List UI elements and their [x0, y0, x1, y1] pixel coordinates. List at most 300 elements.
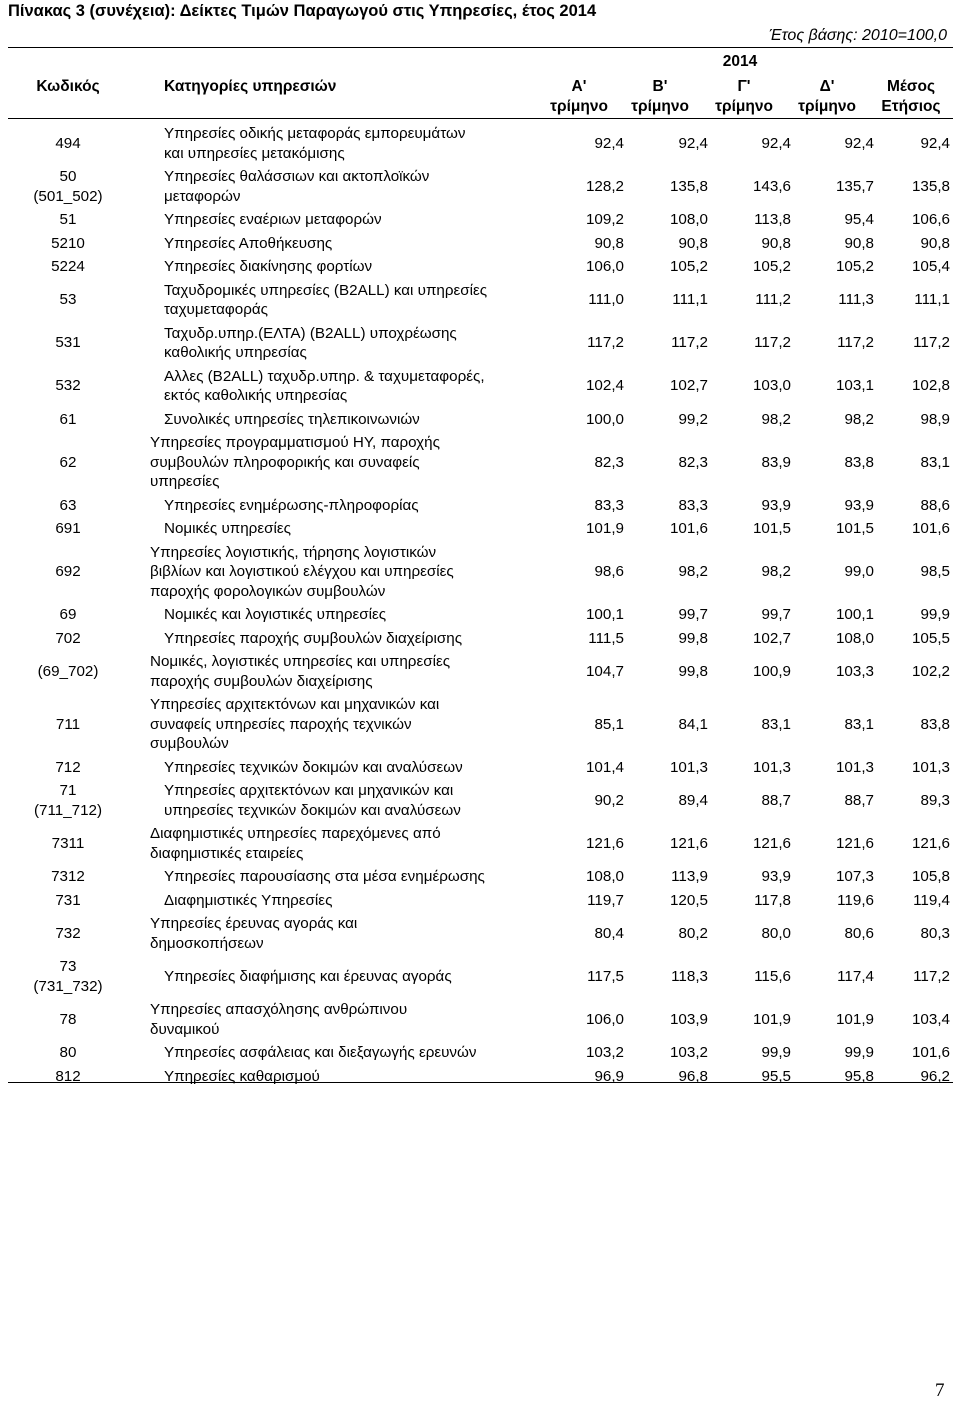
row-code-line: 494 — [55, 134, 81, 152]
bottom-rule — [8, 1082, 953, 1083]
annual-average-value: 117,2 — [913, 334, 950, 352]
row-category — [164, 255, 548, 279]
table-row — [0, 1041, 960, 1065]
row-category-line: Υπηρεσίες απασχόλησης ανθρώπινου — [150, 1001, 408, 1018]
q3-value: 117,2 — [754, 334, 791, 352]
row-code — [8, 1041, 128, 1065]
row-category-line: Υπηρεσίες θαλάσσιων και ακτοπλοϊκών — [164, 168, 430, 185]
row-category — [164, 279, 548, 322]
row-code-line: 7311 — [51, 834, 85, 852]
row-category-line: παροχής φορολογικών συμβουλών — [150, 582, 386, 600]
row-category — [164, 756, 548, 780]
q3-value: 93,9 — [761, 868, 791, 885]
row-code — [8, 408, 128, 432]
annual-average-value: 83,8 — [920, 715, 950, 733]
q2-value: 99,8 — [678, 662, 708, 680]
q1-value: 106,0 — [585, 258, 624, 275]
q2-value: 99,8 — [678, 629, 708, 647]
annual-average-value: 101,6 — [911, 520, 950, 537]
header-q1-line1: Α' — [571, 78, 587, 95]
q1-value: 85,1 — [594, 715, 624, 733]
row-code-line: 78 — [59, 1010, 77, 1028]
row-category — [164, 889, 548, 913]
annual-average-value: 98,5 — [920, 563, 950, 580]
row-category-line: Υπηρεσίες αρχιτεκτόνων και μηχανικών και — [164, 782, 454, 799]
row-category-line: Υπηρεσίες έρευνας αγοράς και — [150, 915, 358, 932]
row-code — [8, 541, 128, 604]
q1-value: 100,0 — [585, 410, 624, 428]
row-code — [8, 165, 128, 208]
header-q2 — [617, 77, 703, 117]
q1-value: 90,2 — [594, 791, 624, 809]
q2-value: 117,2 — [671, 334, 708, 352]
q3-value: 102,7 — [752, 629, 791, 647]
q3-value: 95,5 — [761, 1067, 791, 1085]
q2-value: 84,1 — [678, 715, 708, 733]
row-code — [8, 1065, 128, 1089]
table-row — [0, 431, 960, 494]
row-code-line: 732 — [55, 924, 81, 942]
q3-value: 103,0 — [752, 377, 791, 395]
row-code — [8, 322, 128, 365]
q1-value: 103,2 — [585, 1044, 624, 1061]
row-category — [164, 955, 548, 998]
row-category-line: Υπηρεσίες ενημέρωσης-πληροφορίας — [164, 496, 419, 514]
table-row — [0, 912, 960, 955]
q1-value: 119,7 — [587, 891, 624, 909]
q1-value: 104,7 — [585, 662, 624, 680]
q4-value: 103,3 — [835, 662, 874, 680]
table-row — [0, 494, 960, 518]
q3-value: 115,6 — [754, 967, 791, 985]
q3-value: 100,9 — [752, 662, 791, 680]
row-category — [150, 998, 534, 1041]
q4-value: 99,9 — [844, 1044, 874, 1061]
row-category-line: υπηρεσίες — [150, 473, 220, 490]
row-code-line: 812 — [55, 1067, 81, 1085]
row-category-line: μεταφορών — [164, 187, 241, 205]
q2-value: 101,3 — [669, 758, 708, 776]
row-category-line: υπηρεσίες τεχνικών δοκιμών και αναλύσεων — [164, 801, 461, 819]
q3-value: 101,3 — [752, 758, 791, 776]
row-code — [8, 255, 128, 279]
row-category-line: Υπηρεσίες διακίνησης φορτίων — [164, 258, 373, 275]
q4-value: 100,1 — [835, 606, 874, 623]
q4-value: 135,7 — [835, 177, 874, 195]
row-code — [8, 627, 128, 651]
row-category — [164, 408, 548, 432]
row-code-line: 62 — [59, 453, 77, 471]
annual-average-value: 121,6 — [911, 834, 950, 852]
q1-value: 100,1 — [585, 606, 624, 623]
annual-average-value: 102,2 — [911, 662, 950, 680]
q3-value: 80,0 — [761, 924, 791, 942]
row-code-line: 5210 — [51, 234, 85, 252]
annual-average-value: 103,4 — [911, 1010, 950, 1028]
annual-average-value: 89,3 — [920, 791, 950, 809]
row-category-line: Υπηρεσίες παρουσίασης στα μέσα ενημέρωσης — [164, 868, 485, 885]
header-q2-line1: Β' — [652, 78, 668, 95]
row-category — [164, 627, 548, 651]
q4-value: 83,8 — [844, 453, 874, 471]
row-code-line: 692 — [55, 563, 81, 580]
row-code-line: 5224 — [51, 258, 85, 275]
row-category-line: Υπηρεσίες τεχνικών δοκιμών και αναλύσεων — [164, 758, 463, 776]
row-code-line: 69 — [59, 606, 77, 623]
table-row — [0, 627, 960, 651]
row-category-line: Αλλες (B2ALL) ταχυδρ.υπηρ. & ταχυμεταφορές, — [164, 367, 485, 385]
annual-average-value: 135,8 — [911, 177, 950, 195]
row-code — [8, 517, 128, 541]
q4-value: 111,3 — [838, 291, 874, 309]
row-code — [8, 822, 128, 865]
row-category-line: Διαφημιστικές υπηρεσίες παρεχόμενες από — [150, 825, 441, 842]
q2-value: 101,6 — [669, 520, 708, 537]
q2-value: 105,2 — [669, 258, 708, 275]
q1-value: 80,4 — [594, 924, 624, 942]
row-code — [8, 779, 128, 822]
row-category-line: και υπηρεσίες μετακόμισης — [164, 144, 345, 162]
row-category — [164, 779, 548, 822]
row-category-line: Υπηρεσίες οδικής μεταφοράς εμπορευμάτων — [164, 125, 466, 142]
q3-value: 90,8 — [761, 234, 791, 252]
q4-value: 92,4 — [844, 134, 874, 152]
row-category-line: Νομικές υπηρεσίες — [164, 520, 291, 537]
row-category-line: Υπηρεσίες αρχιτεκτόνων και μηχανικών και — [150, 696, 440, 713]
q4-value: 101,5 — [835, 520, 874, 537]
header-q2-line2: τρίμηνο — [631, 98, 689, 115]
page-title: Πίνακας 3 (συνέχεια): Δείκτες Τιμών Παραγωγού στις Υπηρεσίες, έτος 2014 — [8, 2, 597, 20]
q1-value: 111,0 — [588, 291, 624, 309]
row-code-line: 80 — [59, 1044, 77, 1061]
q1-value: 96,9 — [594, 1067, 624, 1085]
q4-value: 88,7 — [844, 791, 874, 809]
q1-value: 128,2 — [585, 177, 624, 195]
q4-value: 93,9 — [844, 496, 874, 514]
q4-value: 117,4 — [837, 967, 874, 985]
row-category-line: συμβουλών — [150, 735, 229, 752]
q4-value: 121,6 — [835, 834, 874, 852]
annual-average-value: 101,3 — [911, 758, 950, 776]
q1-value: 98,6 — [594, 563, 624, 580]
row-code — [8, 998, 128, 1041]
row-category-line: Ταχυδρομικές υπηρεσίες (B2ALL) και υπηρεσίες — [164, 281, 488, 299]
row-code — [8, 208, 128, 232]
q1-value: 117,5 — [587, 967, 624, 985]
row-code — [8, 756, 128, 780]
q3-value: 101,9 — [752, 1010, 791, 1028]
row-category-line: δημοσκοπήσεων — [150, 934, 264, 952]
table-row — [0, 998, 960, 1041]
q3-value: 117,8 — [754, 891, 791, 909]
header-q1-line2: τρίμηνο — [550, 98, 608, 115]
table-row — [0, 322, 960, 365]
q2-value: 103,9 — [669, 1010, 708, 1028]
q3-value: 83,9 — [761, 453, 791, 471]
row-code-line: 61 — [59, 410, 77, 428]
q2-value: 118,3 — [671, 967, 708, 985]
q2-value: 92,4 — [678, 134, 708, 152]
table-row — [0, 408, 960, 432]
row-code-line: 73 — [59, 958, 77, 975]
q3-value: 88,7 — [761, 791, 791, 809]
q3-value: 93,9 — [761, 496, 791, 514]
q1-value: 82,3 — [594, 453, 624, 471]
annual-average-value: 83,1 — [920, 453, 950, 471]
row-category-line: Διαφημιστικές Υπηρεσίες — [164, 891, 333, 909]
row-category — [164, 517, 548, 541]
row-code — [8, 122, 128, 165]
q2-value: 103,2 — [669, 1044, 708, 1061]
row-category-line: συμβουλών πληροφορικής και συναφείς — [150, 453, 420, 471]
row-code-line: 711 — [55, 715, 81, 733]
q3-value: 99,7 — [761, 606, 791, 623]
q2-value: 135,8 — [669, 177, 708, 195]
q2-value: 99,7 — [678, 606, 708, 623]
annual-average-value: 117,2 — [913, 967, 950, 985]
row-code-line: 731 — [55, 891, 81, 909]
row-code-line: 531 — [55, 334, 81, 352]
header-q4 — [784, 77, 870, 117]
annual-average-value: 101,6 — [911, 1044, 950, 1061]
q4-value: 83,1 — [844, 715, 874, 733]
page-number: 7 — [935, 1380, 945, 1401]
q4-value: 90,8 — [844, 234, 874, 252]
row-category — [150, 431, 534, 494]
annual-average-value: 96,2 — [920, 1067, 950, 1085]
header-avg-line2: Ετήσιος — [881, 98, 941, 115]
q3-value: 143,6 — [752, 177, 791, 195]
row-category-line: Υπηρεσίες καθαρισμού — [164, 1067, 320, 1085]
row-category — [150, 822, 534, 865]
q2-value: 102,7 — [669, 377, 708, 395]
table-row — [0, 208, 960, 232]
table-row — [0, 822, 960, 865]
row-category-line: διαφημιστικές εταιρείες — [150, 844, 304, 862]
q2-value: 89,4 — [678, 791, 708, 809]
q4-value: 95,8 — [844, 1067, 874, 1085]
q4-value: 99,0 — [844, 563, 874, 580]
row-code-line: 712 — [55, 758, 81, 776]
row-category-line: εκτός καθολικής υπηρεσίας — [164, 387, 348, 404]
annual-average-value: 106,6 — [911, 211, 950, 228]
q1-value: 101,9 — [585, 520, 624, 537]
q4-value: 105,2 — [835, 258, 874, 275]
q3-value: 92,4 — [761, 134, 791, 152]
row-category — [150, 693, 534, 756]
q2-value: 108,0 — [669, 211, 708, 228]
row-category-line: Υπηρεσίες προγραμματισμού ΗΥ, παροχής — [150, 434, 440, 451]
q2-value: 98,2 — [678, 563, 708, 580]
q4-value: 101,9 — [835, 1010, 874, 1028]
q4-value: 98,2 — [844, 410, 874, 428]
row-code-line: 532 — [55, 377, 81, 395]
row-category — [164, 494, 548, 518]
q4-value: 117,2 — [837, 334, 874, 352]
header-code: Κωδικός — [36, 78, 100, 95]
annual-average-value: 92,4 — [920, 134, 950, 152]
annual-average-value: 98,9 — [920, 410, 950, 428]
q2-value: 120,5 — [669, 891, 708, 909]
table-row — [0, 541, 960, 604]
row-category-line: ταχυμεταφοράς — [164, 301, 268, 318]
annual-average-value: 102,8 — [911, 377, 950, 395]
row-category — [164, 603, 548, 627]
table-row — [0, 865, 960, 889]
annual-average-value: 80,3 — [920, 924, 950, 942]
q2-value: 99,2 — [678, 410, 708, 428]
q1-value: 108,0 — [585, 868, 624, 885]
q1-value: 121,6 — [585, 834, 624, 852]
row-category — [150, 541, 534, 604]
annual-average-value: 105,8 — [911, 868, 950, 885]
row-category — [164, 365, 548, 408]
row-category-line: Υπηρεσίες διαφήμισης και έρευνας αγοράς — [164, 967, 452, 985]
header-q3-line2: τρίμηνο — [715, 98, 773, 115]
q2-value: 83,3 — [678, 496, 708, 514]
row-category — [150, 650, 534, 693]
header-q3 — [701, 77, 787, 117]
row-category-line: παροχής συμβουλών διαχείρισης — [150, 672, 373, 690]
row-category-line: Υπηρεσίες Αποθήκευσης — [164, 234, 333, 252]
row-code — [8, 955, 128, 998]
table-row — [0, 889, 960, 913]
q2-value: 111,1 — [672, 291, 708, 309]
q1-value: 117,2 — [587, 334, 624, 352]
table-row — [0, 756, 960, 780]
row-code — [8, 232, 128, 256]
row-category-line: Υπηρεσίες εναέριων μεταφορών — [164, 211, 382, 228]
header-rule — [8, 118, 953, 119]
annual-average-value: 88,6 — [920, 496, 950, 514]
q4-value: 95,4 — [844, 211, 874, 228]
q3-value: 98,2 — [761, 410, 791, 428]
row-category — [164, 165, 548, 208]
row-code-line: (711_712) — [33, 801, 103, 819]
header-q3-line1: Γ' — [737, 78, 751, 95]
row-code-line: 702 — [55, 629, 81, 647]
row-category-line: Νομικές και λογιστικές υπηρεσίες — [164, 606, 387, 623]
q1-value: 92,4 — [594, 134, 624, 152]
q1-value: 90,8 — [594, 234, 624, 252]
q2-value: 80,2 — [678, 924, 708, 942]
table-row — [0, 279, 960, 322]
table-row — [0, 255, 960, 279]
table-row — [0, 122, 960, 165]
row-code — [8, 365, 128, 408]
row-category — [164, 865, 548, 889]
row-code-line: (501_502) — [33, 187, 103, 205]
row-code-line: 691 — [55, 520, 81, 537]
q1-value: 106,0 — [585, 1010, 624, 1028]
row-code — [8, 912, 128, 955]
annual-average-value: 111,1 — [914, 291, 950, 309]
row-code — [8, 865, 128, 889]
annual-average-value: 105,5 — [911, 629, 950, 647]
row-category-line: Υπηρεσίες ασφάλειας και διεξαγωγής ερευνών — [164, 1044, 477, 1061]
table-row — [0, 779, 960, 822]
row-category — [164, 1065, 548, 1089]
row-code — [8, 650, 128, 693]
q4-value: 108,0 — [835, 629, 874, 647]
table-row — [0, 365, 960, 408]
row-code-line: 50 — [59, 168, 77, 185]
row-category-line: Ταχυδρ.υπηρ.(ΕΛΤΑ) (B2ALL) υποχρέωσης — [164, 324, 457, 342]
table-row — [0, 1065, 960, 1089]
row-code — [8, 889, 128, 913]
q3-value: 111,2 — [755, 291, 791, 309]
row-code-line: 7312 — [51, 868, 85, 885]
q4-value: 101,3 — [835, 758, 874, 776]
q3-value: 101,5 — [752, 520, 791, 537]
q2-value: 96,8 — [678, 1067, 708, 1085]
q4-value: 80,6 — [844, 924, 874, 942]
header-annual-average — [868, 77, 954, 117]
row-code — [8, 431, 128, 494]
header-avg-line1: Μέσος — [886, 78, 936, 95]
q3-value: 121,6 — [752, 834, 791, 852]
q4-value: 119,6 — [837, 891, 874, 909]
q3-value: 99,9 — [761, 1044, 791, 1061]
header-q4-line1: Δ' — [819, 78, 835, 95]
top-rule — [8, 47, 953, 48]
q3-value: 113,8 — [754, 211, 791, 228]
row-category-line: Νομικές, λογιστικές υπηρεσίες και υπηρεσίες — [150, 653, 451, 670]
q3-value: 105,2 — [752, 258, 791, 275]
annual-average-value: 90,8 — [920, 234, 950, 252]
row-code-line: 53 — [59, 291, 77, 309]
q2-value: 82,3 — [678, 453, 708, 471]
table-row — [0, 693, 960, 756]
q3-value: 83,1 — [761, 715, 791, 733]
row-code-line: (69_702) — [37, 662, 99, 680]
row-category-line: Υπηρεσίες παροχής συμβουλών διαχείρισης — [164, 629, 463, 647]
annual-average-value: 105,4 — [911, 258, 950, 275]
q1-value: 102,4 — [585, 377, 624, 395]
row-code-line: 51 — [59, 211, 77, 228]
row-code — [8, 603, 128, 627]
annual-average-value: 119,4 — [913, 891, 950, 909]
table-row — [0, 232, 960, 256]
row-category — [164, 232, 548, 256]
q1-value: 83,3 — [594, 496, 624, 514]
row-category — [164, 122, 548, 165]
row-category-line: συναφείς υπηρεσίες παροχής τεχνικών — [150, 715, 412, 733]
table-row — [0, 165, 960, 208]
q1-value: 101,4 — [585, 758, 624, 776]
header-category: Κατηγορίες υπηρεσιών — [164, 78, 337, 95]
table-row — [0, 517, 960, 541]
row-category-line: δυναμικού — [150, 1020, 220, 1038]
base-year-note: Έτος βάσης: 2010=100,0 — [769, 27, 947, 44]
q1-value: 109,2 — [585, 211, 624, 228]
row-category — [150, 912, 534, 955]
row-category — [164, 1041, 548, 1065]
row-category — [164, 208, 548, 232]
q4-value: 103,1 — [835, 377, 874, 395]
row-category-line: καθολικής υπηρεσίας — [164, 344, 307, 361]
q2-value: 90,8 — [678, 234, 708, 252]
q3-value: 98,2 — [761, 563, 791, 580]
q2-value: 113,9 — [671, 868, 708, 885]
table-row — [0, 603, 960, 627]
q2-value: 121,6 — [669, 834, 708, 852]
row-category-line: Υπηρεσίες λογιστικής, τήρησης λογιστικών — [150, 543, 437, 561]
row-code — [8, 279, 128, 322]
q1-value: 111,5 — [588, 629, 624, 647]
header-q4-line2: τρίμηνο — [798, 98, 856, 115]
row-code-line: 63 — [59, 496, 77, 514]
